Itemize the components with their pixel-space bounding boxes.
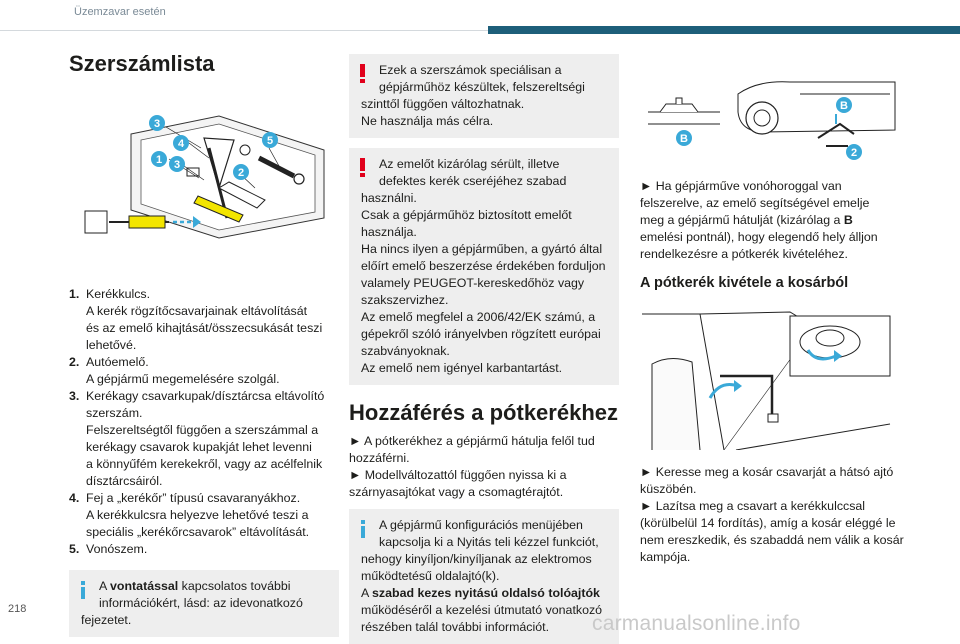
towbar-instructions: ► Ha gépjárműve vonóhoroggal van felszerelve, az emelő segítségével emelje meg a gépjármű hátulját (kizárólag a B emelési pontnál), hogy elegendő hely álljon rendelkezésre a pótkerék kivételéhez. [640, 179, 878, 261]
column-2 [349, 54, 619, 644]
column-1 [69, 50, 339, 637]
list-item: 5. Vonószem. [69, 542, 148, 556]
warning-icon [360, 158, 365, 177]
svg-text:1: 1 [155, 154, 163, 166]
access-steps: ► A pótkerékhez a gépjármű hátulja felől tud hozzáférni. ► Modellváltozattól függően nyissa ki a szárnyasajtókat vagy a csomagtérajtót. [349, 434, 595, 499]
section-heading: Hozzáférés a pótkerékhez [349, 400, 618, 425]
info-icon [81, 581, 85, 599]
lifting-point-drawing [640, 72, 902, 164]
tool-kit-illustration [69, 88, 329, 248]
info-icon [361, 520, 365, 538]
svg-text:B: B [680, 133, 688, 145]
info-note-config: A gépjármű konfigurációs menüjében kapcsolja ki a Nyitás teli kézzel funkciót, nehogy kinyíljon/kinyíljanak az elektromos működtetésű oldalajtó(k). A szabad kezes nyitású oldalsó tolóajtók működéséről a kezelési útmutató vonatkozó részében talál további információt. [349, 509, 619, 644]
tool-kit-drawing [69, 88, 329, 248]
list-item: 2. Autóemelő. A gépjármű megemelésére szolgál. [69, 355, 280, 386]
warning-icon [360, 64, 365, 83]
info-note-towing: A vontatással kapcsolatos további információkért, lásd: az idevonatkozó fejezetet. [69, 570, 339, 637]
list-item: 3. Kerékagy csavarkupak/dísztárcsa eltávolító szerszám. Felszereltségtől függően a szerszámmal a kerékagy csavarok kupakját lehet levenni a könnyűfém kerekekről, vagy az acélfelnik dísztárcsáiról. [69, 389, 325, 488]
watermark: carmanualsonline.info [592, 612, 801, 635]
header-rule [0, 30, 488, 31]
lift-point-label-right [836, 97, 852, 113]
callout-2 [233, 164, 249, 180]
svg-text:3: 3 [153, 118, 161, 130]
list-item: 1. Kerékkulcs. A kerék rögzítőcsavarjainak eltávolítását és az emelő kihajtását/összecsukását teszi lehetővé. [69, 287, 323, 352]
svg-text:2: 2 [850, 147, 858, 159]
svg-text:3: 3 [173, 159, 181, 171]
callout-4 [173, 135, 189, 151]
svg-text:B: B [840, 100, 848, 112]
svg-text:2: 2 [237, 167, 245, 179]
jack-label [846, 144, 862, 160]
callout-1 [151, 151, 167, 167]
svg-text:4: 4 [177, 138, 185, 150]
tool-list [69, 286, 339, 558]
page-number: 218 [8, 603, 27, 615]
callout-3-bottom [169, 156, 185, 172]
list-item: 4. Fej a „kerékőr” típusú csavaranyákhoz. A kerékkulcsra helyezve lehetővé teszi a speciális „kerékőrcsavarok” eltávolítását. [69, 491, 310, 539]
header-accent-bar [488, 26, 960, 34]
page-heading: Szerszámlista [69, 51, 215, 76]
spare-wheel-basket-illustration [640, 304, 892, 450]
lifting-point-illustration [640, 72, 902, 164]
lift-point-label-left [676, 130, 692, 146]
subsection-heading: A pótkerék kivétele a kosárból [640, 275, 849, 291]
column-3 [640, 72, 910, 566]
warning-note-tools: Ezek a szerszámok speciálisan a gépjárműhöz készültek, felszereltségi szinttől függően változhatnak. Ne használja más célra. [349, 54, 619, 138]
section-title: Üzemzavar esetén [74, 6, 166, 18]
callout-5 [262, 132, 278, 148]
basket-instructions: ► Keresse meg a kosár csavarját a hátsó ajtó küszöbén. ► Lazítsa meg a csavart a kerékkulccsal (körülbelül 14 fordítás), amíg a kosár eléggé le nem ereszkedik, és szabaddá nem válik a kosár kampója. [640, 465, 904, 564]
svg-text:5: 5 [266, 135, 274, 147]
callout-3-top [149, 115, 165, 131]
warning-note-jack: Az emelőt kizárólag sérült, illetve defektes kerék cseréjéhez szabad használni. Csak a gépjárműhöz biztosított emelőt használja. Ha nincs ilyen a gépjárműben, a gyártó által előírt emelő beszerzése érdekében forduljon valamely PEUGEOT-kereskedőhöz vagy szakszervizhez. Az emelő megfelel a 2006/42/EK számú, a gépekről szóló irányelvben rögzített európai szabványoknak. Az emelő nem igényel karbantartást. [349, 148, 619, 385]
spare-wheel-basket-drawing [640, 304, 892, 450]
